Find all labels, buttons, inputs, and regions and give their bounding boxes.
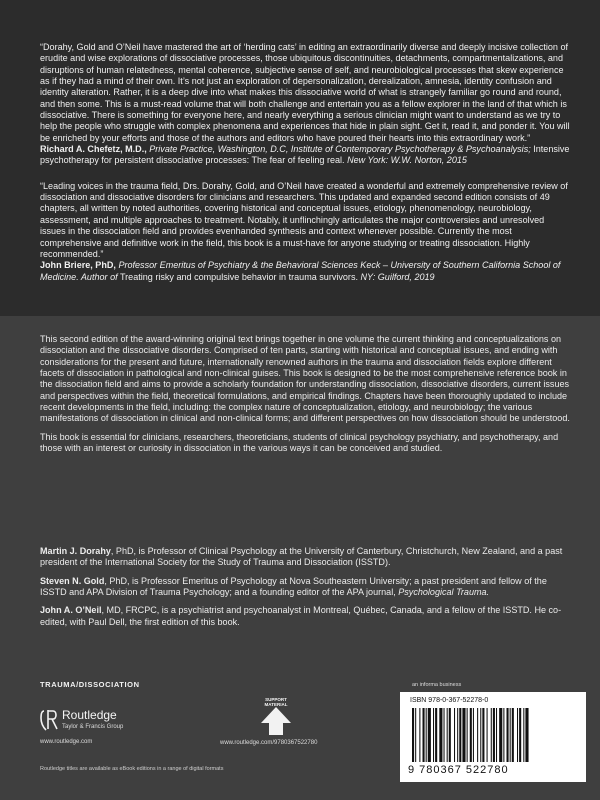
- editor-bio: Martin J. Dorahy, PhD, is Professor of Clinical Psychology at the University of Canterbury, Christchurch, New Zealand, and a past president of the International Society for the Study of Trauma and Dissociation (ISSTD).: [40, 546, 563, 568]
- endorser-affiliation: Private Practice, Washington, D.C, Institute of Contemporary Psychotherapy & Psychoanalysis;: [149, 144, 531, 155]
- endorser-publisher: New York: W.W. Norton, 2015: [347, 155, 467, 166]
- endorsements: [40, 42, 570, 291]
- endorsement-attribution-2: [40, 260, 570, 283]
- endorsement-quote-2: “Leading voices in the trauma field, Drs. Dorahy, Gold, and O’Neil have created a wonderful and extremely comprehensive review of dissociation and dissociative disorders for clinicians and researchers. This updated and expanded second edition consists of 49 chapters, all written by noted authorities, covering historical and conceptual issues, etiology, phenomenology, neurobiology, assessment, and multiple approaches to treatment. Notably, it unflinchingly articulates the major controversies and unresolved issues in the dissociation field and provides evenhanded synthesis and context whenever possible. Currently the most comprehensive and definitive work in the field, this book is a must-have for anyone studying or treating dissociation. Highly recommended.”: [40, 180, 568, 259]
- barcode-digits: 9 780367 522780: [408, 764, 509, 776]
- book-description: [40, 334, 570, 461]
- endorser-affiliation: Professor Emeritus of Psychiatry & the Behavioral Sciences Keck – University of Southern California School of Medicine. Author of: [40, 260, 561, 282]
- endorser-name: John Briere, PhD,: [40, 260, 116, 271]
- routledge-logo-icon: [40, 708, 60, 732]
- endorser-name: Richard A. Chefetz, M.D.,: [40, 144, 147, 155]
- description-paragraph: This book is essential for clinicians, researchers, theoreticians, students of clinical psychology psychiatry, and psychotherapy, and those with an interest or curiosity in dissociation in the various ways it can be conceived and studied.: [40, 431, 559, 454]
- book-url: www.routledge.com/9780367522780: [220, 740, 318, 746]
- isbn-label: ISBN 978-0-367-52278-0: [410, 697, 489, 704]
- endorser-work: Intensive psychotherapy for persistent dissociative processes: The fear of feeling real.: [40, 144, 570, 166]
- subject-category: TRAUMA/DISSOCIATION: [40, 680, 140, 689]
- editor-bios: [40, 546, 570, 635]
- publisher-name: Routledge: [62, 708, 117, 722]
- publisher-url: www.routledge.com: [40, 739, 93, 745]
- editor-name: John A. O’Neil: [40, 605, 102, 616]
- editor-bio: John A. O’Neil, MD, FRCPC, is a psychiatrist and psychoanalyst in Montreal, Québec, Canada, and a fellow of the ISSTD. He co-edited, with Paul Dell, the first edition of this book.: [40, 605, 562, 627]
- editor-bio: Steven N. Gold, PhD, is Professor Emeritus of Psychology at Nova Southeastern University; a past president and fellow of the ISSTD and APA Division of Trauma Psychology; and a founding editor of the APA journal, Psychological Trauma.: [40, 575, 547, 598]
- support-material-label: SUPPORT MATERIAL: [264, 697, 288, 707]
- publisher-group: Taylor & Francis Group: [62, 724, 124, 730]
- endorsement-quote-1: “Dorahy, Gold and O’Neil have mastered the art of ‘herding cats’ in editing an extraordinarily diverse and deeply incisive collection of erudite and wise explorations of dissociative processes, those ubiquitous discontinuities, detachments, compartmentalizations, and disruptions of human relatedness, mental coherence, subjective sense of self, and neurobiological processes that skew experience as if they had a mind of their own. It’s not just an exploration of depersonalization, derealization, amnesia, identity confusion and identity alteration. Rather, it is a deep dive into what makes this dissociative world of what is strangely familiar go round and round, and then some. This is a must-read volume that will both challenge and entertain you as a fellow explorer in the land of that which is dissociative. There is something for everyone here, and nearly everything a serious clinician might want to understand as we try to help the people who struggle with complex phenomena and experiences that hide in plain sight. Get it, read it, and ponder it. You will be enriched by your efforts and those of the authors and editors who have poured their hearts into this extraordinary work.”: [40, 42, 570, 143]
- ebook-note: Routledge titles are available as eBook editions in a range of digital formats: [40, 766, 224, 772]
- endorsement-attribution-1: [40, 144, 570, 167]
- endorser-publisher: NY: Guilford, 2019: [360, 271, 435, 282]
- description-paragraph: This second edition of the award-winning original text brings together in one volume the current thinking and conceptualizations on dissociation and the dissociative disorders. Comprised of ten parts, starting with historical and conceptual issues, and ending with considerations for the present and future, internationally renowned authors in the trauma and dissociation fields explore different facets of dissociation in pathological and non-clinical guises. This book is designed to be the most comprehensive reference book in the dissociation field and aims to provide a scholarly foundation for understanding dissociation, dissociative disorders, current issues and perspectives within the field, theoretical formulations, and empirical findings. Chapters have been thoroughly updated to include recent developments in the field, including: the complex nature of conceptualization, etiology, and neurobiology; the various manifestations of dissociation in clinical and non-clinical forms; and different perspectives on how dissociation should be understood.: [40, 334, 570, 424]
- editor-name: Steven N. Gold: [40, 575, 105, 586]
- editor-name: Martin J. Dorahy: [40, 546, 111, 556]
- isbn-barcode-panel: [400, 692, 586, 782]
- publisher-logo: [40, 708, 150, 748]
- isbn-barcode-icon: [410, 708, 576, 764]
- informa-tagline: an informa business: [412, 682, 462, 688]
- endorser-work: Treating risky and compulsive behavior in trauma survivors.: [119, 271, 358, 282]
